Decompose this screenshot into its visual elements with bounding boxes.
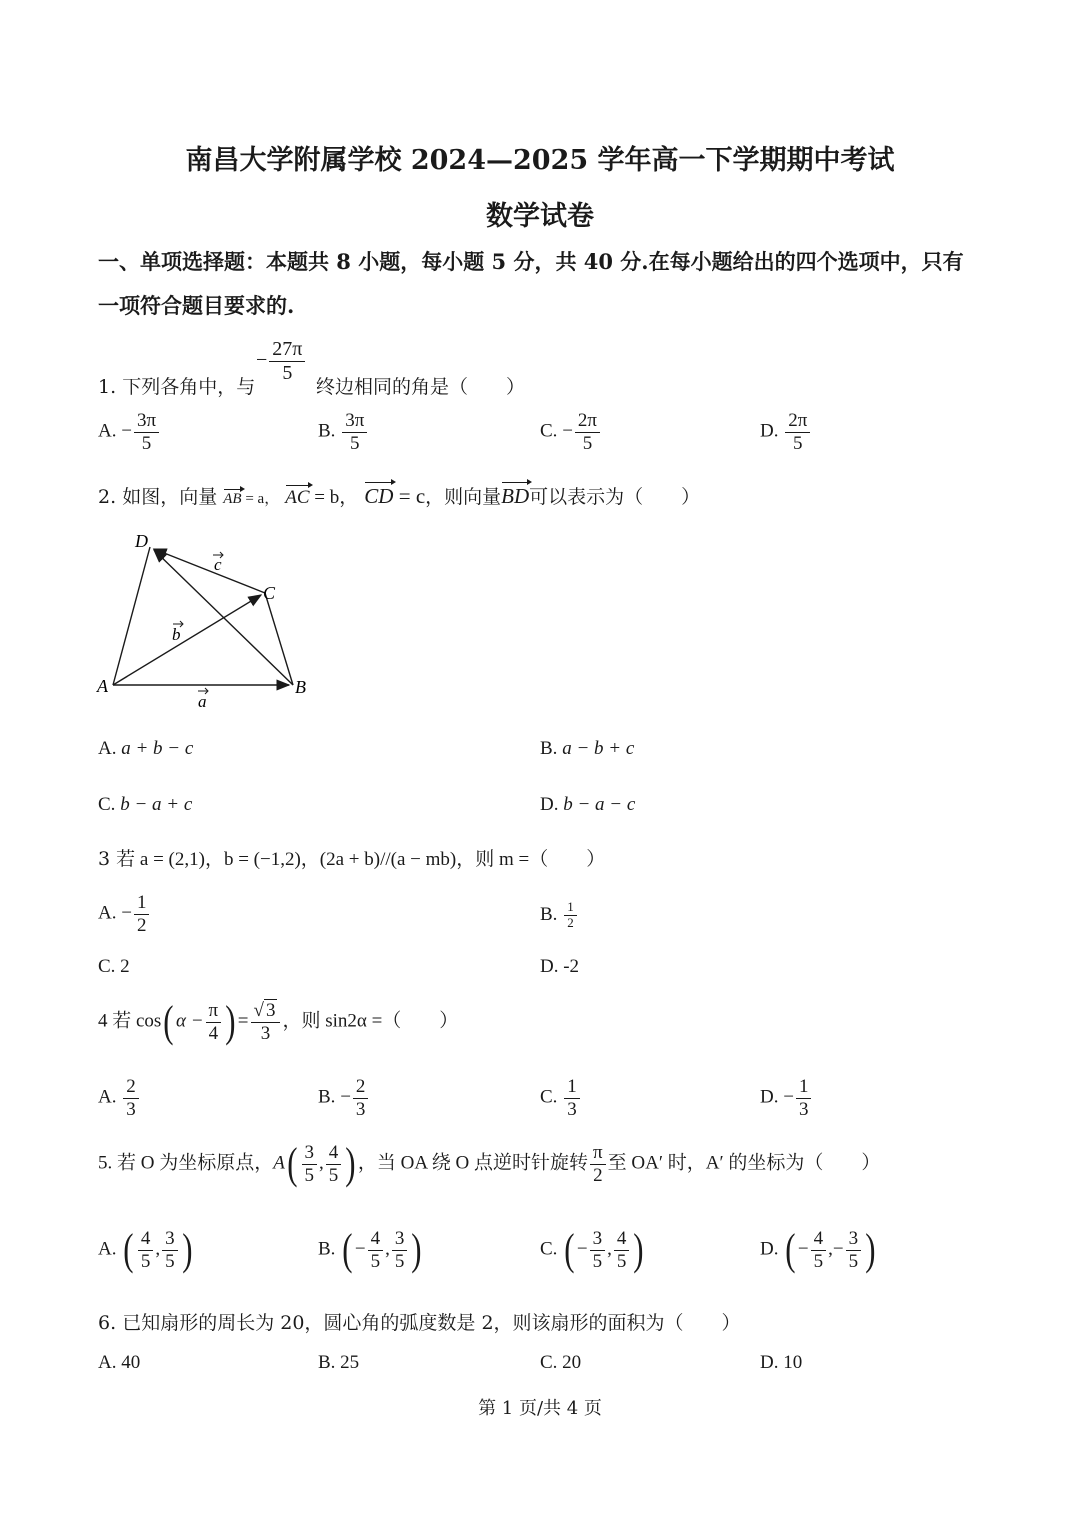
q4-option-d[interactable]: D. − $\frac{1}{3}$ — [760, 1076, 813, 1121]
q5-option-b[interactable]: B. ( − $\frac{4}{5}$ , $\frac{3}{5}$ ) — [318, 1225, 422, 1275]
question-text: 下列各角中，与 — [122, 376, 256, 398]
q5-option-a[interactable]: A. ( $\frac{4}{5}$ , $\frac{3}{5}$ ) — [98, 1225, 193, 1275]
q3-option-d[interactable]: D. -2 — [540, 956, 580, 977]
q1-option-b[interactable]: B. $\frac{3\pi}{5}$ — [318, 410, 369, 455]
question-5: 5. 若 O 为坐标原点，A( $\frac{3}{5}$ , $\frac{4}{5}$ ) ，当 OA 绕 O 点逆时针旋转 $\frac{\pi}{2}$ 至 OA′ 时，A′ 的坐标为（ ） — [98, 1139, 881, 1189]
q6-option-a[interactable]: A. 40 — [98, 1352, 141, 1373]
segment-ad — [113, 547, 150, 685]
label-vector-c: c — [214, 555, 222, 574]
question-6: 6. 已知扇形的周长为 20，圆心角的弧度数是 2，则该扇形的面积为（ ） — [98, 1312, 741, 1334]
question-number: 1. — [98, 376, 117, 398]
label-point-d: D — [135, 531, 148, 551]
label-vector-a: a — [198, 692, 207, 711]
label-vector-b: b — [172, 625, 181, 644]
q5-option-d[interactable]: D. ( − $\frac{4}{5}$ ,− $\frac{3}{5}$ ) — [760, 1225, 876, 1275]
label-point-c: C — [263, 583, 276, 603]
q1-fraction: − $\frac{27\pi}{5}$ — [256, 338, 307, 385]
q4-option-c[interactable]: C. $\frac{1}{3}$ — [540, 1076, 582, 1121]
q5-option-c[interactable]: C. ( − $\frac{3}{5}$ , $\frac{4}{5}$ ) — [540, 1225, 644, 1275]
question-4: 4 若 cos( α − $\frac{\pi}{4}$ ) = $\frac{√ 3}{3}$ ，则 sin2α =（ ） — [98, 997, 459, 1047]
q2-option-b[interactable]: B. a − b + c — [540, 738, 635, 759]
label-point-b: B — [295, 677, 306, 697]
q2-option-a[interactable]: A. a + b − c — [98, 738, 194, 759]
vector-c — [154, 549, 265, 593]
q1-option-d[interactable]: D. $\frac{2\pi}{5}$ — [760, 410, 812, 455]
q2-quadrilateral-figure — [95, 525, 325, 715]
question-2: 2. 如图，向量 AB = a， AC = b， CD = c，则向量BD可以表示为（ ） — [98, 484, 701, 508]
exam-subtitle: 数学试卷 — [486, 201, 594, 232]
page-number: 第 1 页/共 4 页 — [478, 1398, 602, 1419]
q1-option-c[interactable]: C. − $\frac{2\pi}{5}$ — [540, 410, 602, 455]
section-heading-line1: 一、单项选择题：本题共 8 小题，每小题 5 分，共 40 分.在每小题给出的四个选项中，只有 — [98, 249, 964, 274]
q6-option-c[interactable]: C. 20 — [540, 1352, 582, 1373]
q3-option-c[interactable]: C. 2 — [98, 956, 130, 977]
q3-option-a[interactable]: A. − $\frac{1}{2}$ — [98, 892, 151, 937]
q2-option-c[interactable]: C. b − a + c — [98, 794, 193, 815]
q6-option-d[interactable]: D. 10 — [760, 1352, 803, 1373]
label-point-a: A — [97, 676, 108, 696]
question-1 — [98, 372, 255, 399]
question-text-post: 终边相同的角是（ ） — [316, 376, 526, 398]
question-3: 3 若 a = (2,1)，b = (−1,2)，(2a + b)//(a − mb)，则 m =（ ） — [98, 848, 606, 870]
q3-option-b[interactable]: B. $\frac{1}{2}$ — [540, 900, 579, 931]
q4-option-b[interactable]: B. − $\frac{2}{3}$ — [318, 1076, 370, 1121]
exam-title: 南昌大学附属学校 2024—2025 学年高一下学期期中考试 — [185, 145, 895, 176]
q2-option-d[interactable]: D. b − a − c — [540, 794, 636, 815]
q4-option-a[interactable]: A. $\frac{2}{3}$ — [98, 1076, 141, 1121]
vector-b — [113, 595, 261, 685]
q6-option-b[interactable]: B. 25 — [318, 1352, 360, 1373]
q1-option-a[interactable]: A. − $\frac{3\pi}{5}$ — [98, 410, 161, 455]
section-heading-line2: 一项符合题目要求的. — [98, 293, 295, 318]
